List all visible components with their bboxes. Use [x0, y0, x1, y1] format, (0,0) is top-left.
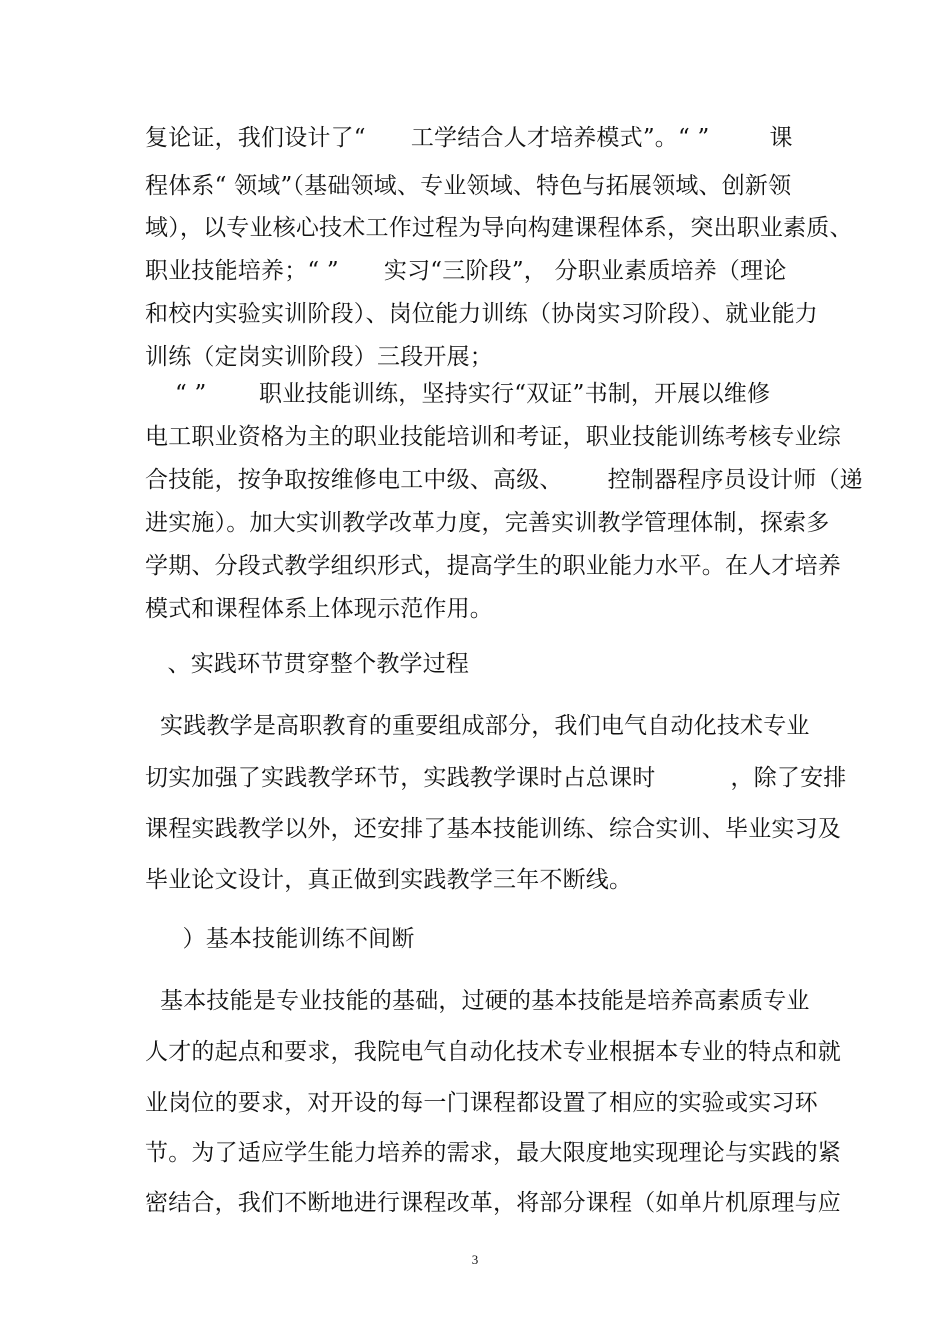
- text-line: 合技能，按争取按维修电工中级、高级、 控制器程序员设计师（递: [145, 467, 863, 493]
- text-line: 训练（定岗实训阶段）三段开展；: [145, 344, 493, 370]
- text-line: 切实加强了实践教学环节，实践教学课时占总课时 ，除了安排: [145, 765, 847, 791]
- text-line: “ ” 职业技能训练，坚持实行“双证”书制，开展以维修: [145, 381, 771, 407]
- text-line: 复论证，我们设计了“ 工学结合人才培养模式”。“ ” 课: [145, 125, 793, 151]
- text-line: 和校内实验实训阶段）、岗位能力训练（协岗实习阶段）、就业能力: [145, 301, 818, 327]
- text-line: 电工职业资格为主的职业技能培训和考证，职业技能训练考核专业综: [145, 424, 841, 450]
- text-line: 职业技能培养；“ ” 实习“三阶段”， 分职业素质培养（理论: [145, 258, 787, 284]
- text-line: 实践教学是高职教育的重要组成部分，我们电气自动化技术专业: [145, 713, 810, 739]
- text-line: 毕业论文设计，真正做到实践教学三年不断线。: [145, 867, 633, 893]
- text-line: 课程实践教学以外，还安排了基本技能训练、综合实训、毕业实习及: [145, 816, 841, 842]
- section-heading: 、实践环节贯穿整个教学过程: [145, 651, 470, 677]
- text-line: 基本技能是专业技能的基础，过硬的基本技能是培养高素质专业: [145, 988, 810, 1014]
- page-number: 3: [471, 1252, 479, 1267]
- text-line: 程体系“ 领域”（基础领域、专业领域、特色与拓展领域、创新领: [145, 173, 792, 199]
- text-line: 学期、分段式教学组织形式，提高学生的职业能力水平。在人才培养: [145, 553, 841, 579]
- text-line: 密结合，我们不断地进行课程改革，将部分课程（如单片机原理与应: [145, 1190, 841, 1216]
- text-line: 域），以专业核心技术工作过程为导向构建课程体系，突出职业素质、: [145, 215, 853, 241]
- text-line: 进实施）。加大实训教学改革力度，完善实训教学管理体制，探索多: [145, 510, 830, 536]
- text-line: 模式和课程体系上体现示范作用。: [145, 596, 493, 622]
- text-line: 人才的起点和要求，我院电气自动化技术专业根据本专业的特点和就: [145, 1039, 841, 1065]
- text-line: 业岗位的要求，对开设的每一门课程都设置了相应的实验或实习环: [145, 1090, 818, 1116]
- subsection-heading: ）基本技能训练不间断: [145, 926, 415, 952]
- text-line: 节。为了适应学生能力培养的需求，最大限度地实现理论与实践的紧: [145, 1140, 841, 1166]
